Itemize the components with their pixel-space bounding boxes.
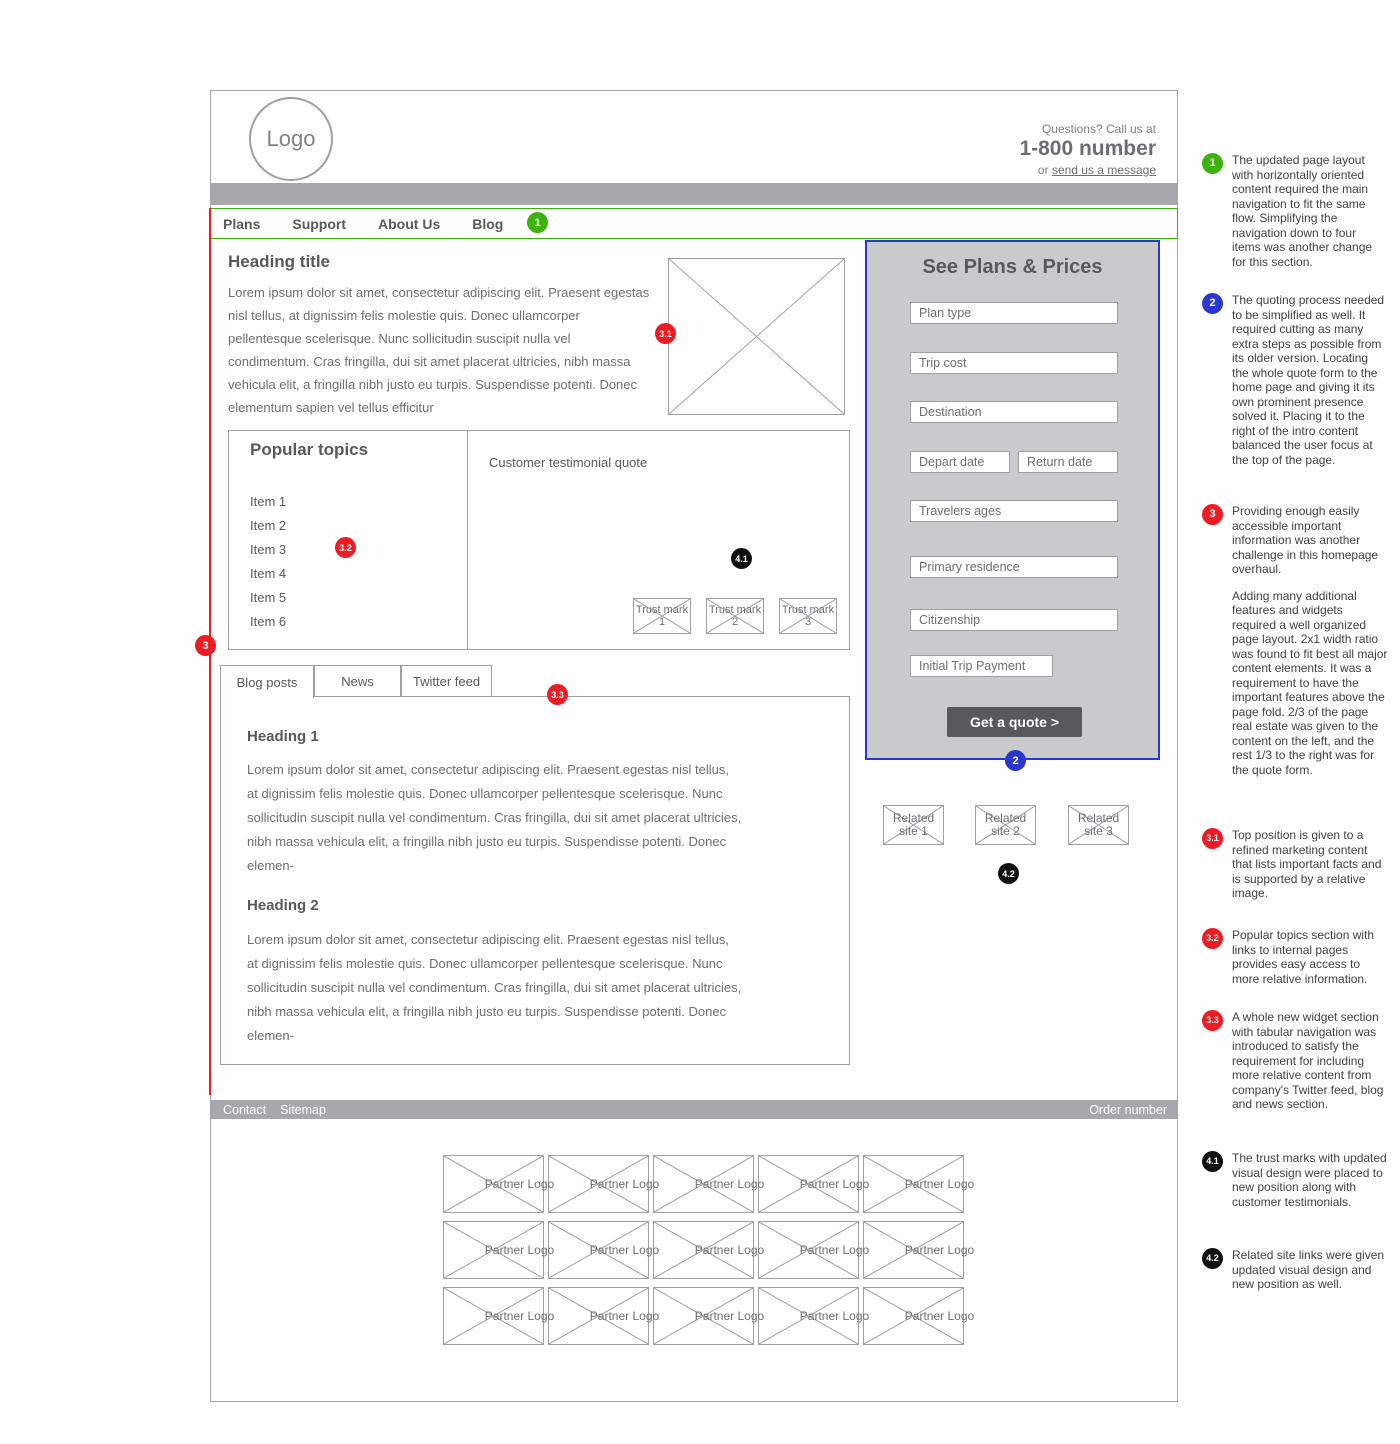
partner-logo-label: Partner Logo <box>484 1308 555 1323</box>
partner-logo-box <box>758 1287 870 1345</box>
blog-post-1-heading: Heading 1 <box>247 728 319 745</box>
tab-label: Blog posts <box>236 674 298 690</box>
send-message-link[interactable]: send us a message <box>1051 163 1156 177</box>
tab-blog-posts[interactable] <box>220 665 314 698</box>
popular-topic-link[interactable]: Item 1 <box>250 494 287 509</box>
popular-topic-link[interactable]: Item 4 <box>250 566 287 581</box>
partner-logo-label: Partner Logo <box>694 1242 765 1257</box>
partner-logo-box <box>863 1287 975 1345</box>
main-navigation <box>210 208 1178 239</box>
annotation-3-3 <box>1202 1010 1388 1124</box>
testimonial-quote: Customer testimonial quote <box>489 455 648 470</box>
annotation-3 <box>1202 504 1388 789</box>
annotation-3-badge: 3 <box>1202 504 1223 525</box>
related-site-label: Related site 3 <box>1077 811 1120 838</box>
popular-topics-title: Popular topics <box>250 440 369 459</box>
intro-heading: Heading title <box>228 252 331 271</box>
trust-mark-label: Trust mark 3 <box>781 604 835 628</box>
annotation-3-2-badge: 3.2 <box>1202 928 1223 949</box>
header-questions-text: Questions? Call us at <box>1041 122 1156 136</box>
popular-topics-list <box>250 490 286 634</box>
annotation-3-1-badge: 3.1 <box>1202 828 1223 849</box>
popular-topic-link[interactable]: Item 3 <box>250 542 287 557</box>
annotation-3-2 <box>1202 928 1388 998</box>
header-phone-number: 1-800 number <box>1019 137 1156 160</box>
footer-order-number: Order number <box>1089 1102 1167 1117</box>
logo-label: Logo <box>266 126 316 151</box>
partner-logo-box <box>758 1221 870 1279</box>
logo[interactable] <box>249 97 333 181</box>
trust-mark-label: Trust mark 1 <box>635 604 689 628</box>
blog-post-1-body: Lorem ipsum dolor sit amet, consectetur adipiscing elit. Praesent egestas nisl tellus, at dignissim felis molestie quis. Donec ullamcorper pellentesque scelerisque. Nunc sollicitudin suscipit nulla vel condimentum. Cras fringilla, dui sit amet placerat ultricies, nibh massa vehicula elit, a fringilla nibh justo eu turpis. Suspendisse potenti. Donec elemen- <box>247 762 742 873</box>
callout-3-marker: 3 <box>195 635 216 656</box>
partner-logo-label: Partner Logo <box>484 1176 555 1191</box>
popular-topic-link[interactable]: Item 5 <box>250 590 287 605</box>
annotation-4-1 <box>1202 1151 1388 1221</box>
footer-link-contact[interactable]: Contact <box>223 1102 267 1117</box>
partner-logo-box <box>653 1155 765 1213</box>
partner-logo-label: Partner Logo <box>904 1308 975 1323</box>
depart-date-field[interactable]: Depart date <box>910 451 1010 473</box>
related-site-2[interactable] <box>975 805 1036 845</box>
related-site-label: Related site 1 <box>892 811 935 838</box>
trust-mark-label: Trust mark 2 <box>708 604 762 628</box>
annotation-4-2-text: Related site links were given updated visual design and new position as well. <box>1232 1248 1385 1291</box>
partner-logo-label: Partner Logo <box>799 1176 870 1191</box>
trip-cost-field[interactable]: Trip cost <box>910 352 1118 374</box>
annotation-4-2 <box>1202 1248 1388 1304</box>
header-or-text: or <box>1037 163 1049 177</box>
annotation-2-text: The quoting process needed to be simplified as well. It required cutting as many extra steps as possible from its older version. Locating the whole quote form to the home page and giving it its own prominent presence solved it. Placing it to the right of the intro content balanced the user focus at the top of the page. <box>1232 293 1385 467</box>
citizenship-field[interactable]: Citizenship <box>910 609 1118 631</box>
partner-logo-box <box>443 1287 555 1345</box>
nav-item-blog[interactable]: Blog <box>472 215 504 232</box>
popular-topic-link[interactable]: Item 2 <box>250 518 287 533</box>
image-cross-icon <box>669 259 844 414</box>
related-site-3[interactable] <box>1068 805 1129 845</box>
blog-post-2-body: Lorem ipsum dolor sit amet, consectetur adipiscing elit. Praesent egestas nisl tellus, at dignissim felis molestie quis. Donec ullamcorper pellentesque scelerisque. Nunc sollicitudin suscipit nulla vel condimentum. Cras fringilla, dui sit amet placerat ultricies, nibh massa vehicula elit, a fringilla nibh justo eu turpis. Suspendisse potenti. Donec elemen- <box>247 932 742 1043</box>
annotation-2-badge: 2 <box>1202 293 1223 314</box>
annotation-1-badge: 1 <box>1202 153 1223 174</box>
quote-form-title: See Plans & Prices <box>922 256 1103 278</box>
trust-mark-2 <box>706 598 764 634</box>
return-date-field[interactable]: Return date <box>1018 451 1118 473</box>
partner-logo-label: Partner Logo <box>799 1242 870 1257</box>
partner-logo-box <box>548 1287 660 1345</box>
primary-residence-field[interactable]: Primary residence <box>910 556 1118 578</box>
callout-1-marker: 1 <box>527 212 548 233</box>
related-site-1[interactable] <box>883 805 944 845</box>
partner-logo-box <box>863 1155 975 1213</box>
partner-logo-box <box>548 1221 660 1279</box>
partner-logo-box <box>653 1287 765 1345</box>
intro-image-placeholder <box>668 258 845 415</box>
callout-4-1-marker: 4.1 <box>731 548 752 569</box>
nav-item-support[interactable]: Support <box>292 215 347 232</box>
annotation-4-1-badge: 4.1 <box>1202 1151 1223 1172</box>
annotation-3-text-1: Providing enough easily accessible important information was another challenge in this homepage overhaul. <box>1232 504 1379 576</box>
tab-label: News <box>341 674 374 689</box>
annotation-3-1-text: Top position is given to a refined marketing content that lists important facts and is supported by a relative image. <box>1232 828 1382 900</box>
get-a-quote-button[interactable]: Get a quote > <box>947 707 1082 737</box>
partner-logo-box <box>863 1221 975 1279</box>
partner-logo-label: Partner Logo <box>589 1242 660 1257</box>
travelers-ages-field[interactable]: Travelers ages <box>910 500 1118 522</box>
annotation-1-text: The updated page layout with horizontally oriented content required the main navigation to fit the same flow. Simplifying the navigation down to four items was another change for this section. <box>1232 153 1373 269</box>
annotation-4-1-text: The trust marks with updated visual design were placed to new position along with customer testimonials. <box>1232 1151 1387 1209</box>
annotation-2 <box>1202 293 1388 479</box>
annotation-3-text-2: Adding many additional features and widgets required a well organized page layout. 2x1 width ratio was found to fit best all major content elements. It was a requirement to have the important features above the page fold. 2/3 of the page real estate was given to the content on the left, and the rest 1/3 to the right was for the quote form. <box>1232 588 1388 777</box>
related-site-label: Related site 2 <box>984 811 1027 838</box>
popular-topic-link[interactable]: Item 6 <box>250 614 287 629</box>
tab-news[interactable] <box>314 665 401 698</box>
blog-post-2-heading: Heading 2 <box>247 897 319 914</box>
footer-bar <box>211 1100 1177 1119</box>
nav-item-about-us[interactable]: About Us <box>378 215 441 232</box>
trust-mark-3 <box>779 598 837 634</box>
partner-logo-label: Partner Logo <box>484 1242 555 1257</box>
partner-logo-box <box>548 1155 660 1213</box>
destination-field[interactable]: Destination <box>910 401 1118 423</box>
annotation-1 <box>1202 153 1388 281</box>
callout-4-2-marker: 4.2 <box>998 863 1019 884</box>
initial-trip-payment-field[interactable]: Initial Trip Payment <box>910 655 1053 677</box>
tab-twitter-feed[interactable] <box>401 665 492 698</box>
nav-item-plans[interactable]: Plans <box>223 215 261 232</box>
partner-logo-label: Partner Logo <box>904 1176 975 1191</box>
partner-logo-box <box>758 1155 870 1213</box>
partner-logo-box <box>653 1221 765 1279</box>
header-contact <box>900 122 1156 177</box>
callout-3-2-marker: 3.2 <box>335 537 356 558</box>
callout-3-3-marker: 3.3 <box>547 684 568 705</box>
annotation-3-2-text: Popular topics section with links to internal pages provides easy access to more relative information. <box>1232 928 1375 986</box>
plan-type-field[interactable]: Plan type <box>910 302 1118 324</box>
header-divider-bar <box>211 183 1177 205</box>
annotation-3-1 <box>1202 828 1388 913</box>
tab-label: Twitter feed <box>412 674 481 689</box>
partner-logo-label: Partner Logo <box>799 1308 870 1323</box>
partner-logo-label: Partner Logo <box>694 1308 765 1323</box>
callout-2-marker: 2 <box>1005 750 1026 771</box>
trust-mark-1 <box>633 598 691 634</box>
annotation-3-3-text: A whole new widget section with tabular navigation was introduced to satisfy the requirement for including more relative content from company's Twitter feed, blog and news section. <box>1232 1010 1384 1111</box>
partner-logo-box <box>443 1155 555 1213</box>
partner-logo-box <box>443 1221 555 1279</box>
annotation-3-3-badge: 3.3 <box>1202 1010 1223 1031</box>
partner-logo-label: Partner Logo <box>589 1176 660 1191</box>
partner-logo-label: Partner Logo <box>694 1176 765 1191</box>
annotation-4-2-badge: 4.2 <box>1202 1248 1223 1269</box>
footer-link-sitemap[interactable]: Sitemap <box>280 1102 326 1117</box>
partner-logo-label: Partner Logo <box>904 1242 975 1257</box>
callout-3-1-marker: 3.1 <box>655 323 676 344</box>
partner-logo-label: Partner Logo <box>589 1308 660 1323</box>
intro-body-text: Lorem ipsum dolor sit amet, consectetur adipiscing elit. Praesent egestas nisl tellus, at dignissim felis molestie quis. Donec ullamcorper pellentesque scelerisque. Nunc sollicitudin suscipit nulla vel condimentum. Cras fringilla, dui sit amet placerat ultricies, nibh massa vehicula elit, a fringilla nibh justo eu turpis. Suspendisse potenti. Donec elementum sapien vel tellus efficitur <box>228 285 650 415</box>
